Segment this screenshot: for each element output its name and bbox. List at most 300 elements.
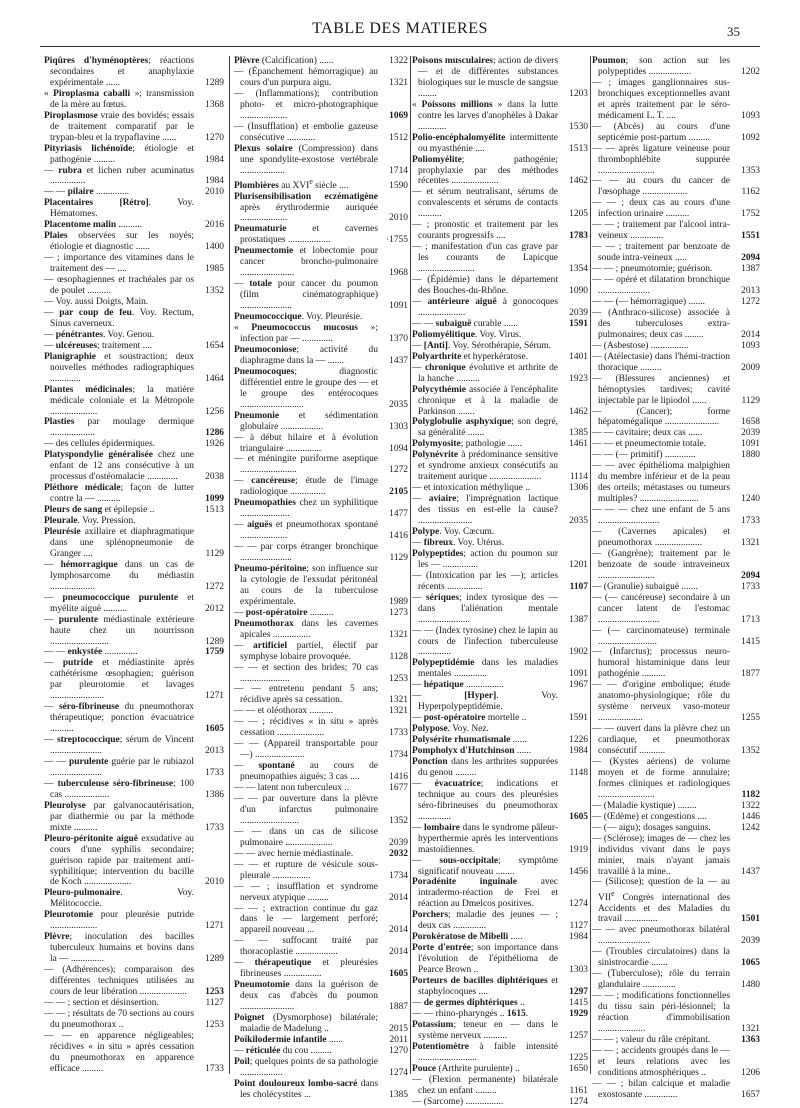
index-entry-page: 2012 [205, 603, 224, 614]
index-entry [412, 220, 588, 242]
index-entry [234, 323, 408, 345]
index-entry-text: Plantes médicinales; la matière médicale coloniale et la Métropole .................... [44, 384, 194, 417]
index-entry-text: Polio-encéphalomyélite intermittente ou myasthénie .... [412, 132, 558, 154]
index-entry [44, 341, 224, 352]
index-entry-page: 1968 [389, 268, 408, 279]
index-entry [412, 1042, 588, 1064]
index-entry-page: 1437 [741, 866, 760, 877]
index-entry-page: 1929 [569, 1008, 588, 1019]
index-entry-page: 1387 [741, 264, 760, 275]
index-entry-page: 1225 [569, 1052, 588, 1063]
index-entry [234, 717, 408, 739]
index-entry [234, 936, 408, 958]
index-entry [234, 860, 408, 882]
index-entry-page: 1321 [389, 706, 408, 717]
index-entry [412, 910, 588, 932]
index-entry-text: Plasties par moulage dermique ................... [44, 417, 194, 439]
column-divider [410, 56, 411, 1074]
index-entry-page: 1242 [741, 822, 760, 833]
index-entry [234, 980, 408, 1013]
index-entry-page: 1148 [569, 767, 588, 778]
index-entry [412, 494, 588, 527]
index-entry-text: — totale pour cancer du poumon (film cinématographique) ...................... [234, 279, 379, 312]
index-entry-page: 1733 [389, 728, 408, 739]
index-entry [592, 527, 760, 549]
index-entry-text: — — avec hernie médiastinale. [234, 848, 354, 859]
index-entry [412, 187, 588, 220]
index-entry-text: Pleuro-pulmonaire. Voy. Mélitococcie. [44, 888, 194, 910]
index-entry [412, 735, 588, 746]
index-entry [234, 192, 408, 225]
index-entry-text: — — ; traitement par benzoate de soude intra-veineux ..... [592, 242, 730, 264]
index-entry-page: 1591 [569, 713, 588, 724]
index-entry [234, 433, 408, 455]
index-entry-page: 1272 [389, 465, 408, 476]
index-entry [234, 345, 408, 367]
index-entry [412, 319, 588, 330]
index-entry [592, 198, 760, 220]
index-entry-page: 1401 [569, 351, 588, 362]
index-entry [234, 608, 408, 619]
index-entry [44, 1031, 224, 1075]
index-entry [44, 253, 224, 275]
index-entry-text: Poliomyélite; pathogénie; prophylaxie par des méthodes récentes .................... [412, 154, 558, 187]
index-entry-text: — — avec épithélioma malpighien du membre inférieur et de la peau des orteils; métastases ou tumeurs multiples? ......................... [592, 461, 730, 505]
index-entry [44, 166, 224, 188]
index-entry [592, 1046, 760, 1079]
index-entry [412, 626, 588, 659]
index-entry [234, 783, 408, 794]
index-entry-page: 1416 [389, 772, 408, 783]
index-entry-text: Pneumonie et sédimentation globulaire .................. [234, 410, 378, 432]
page-header [0, 0, 800, 42]
index-entry-page: 1114 [569, 472, 588, 483]
index-entry [412, 385, 588, 418]
index-entry-text: Polysérite rhumatismale ...... [412, 735, 527, 746]
index-entry-text: — — ; accidents groupés dans le — et leurs relations avec les conditions atmosphériques .. [592, 1045, 730, 1078]
index-entry [412, 1075, 588, 1097]
index-entry-text: Poil; quelques points de sa pathologie .................. [234, 1056, 378, 1078]
index-entry [412, 133, 588, 155]
index-entry-page: 1321 [741, 537, 760, 548]
index-entry-text: — rubra et lichen ruber acuminatus ............... [44, 165, 194, 187]
index-entry [412, 757, 588, 779]
index-entry-text: — — suffocant traité par thoracoplastie .................. [234, 936, 378, 958]
index-entry-text: — (Œdème) et congestions .... [592, 811, 707, 822]
index-entry-page: 1657 [741, 1089, 760, 1100]
index-entry-text: Porteurs de bacilles diphtériques et staphylocoques .... [412, 976, 558, 998]
index-entry [412, 297, 588, 319]
index-entry-page: 2105 [389, 487, 408, 498]
index-entry-text: — (Atélectasie) dans l'hémi-traction thoracique ......... [592, 351, 730, 373]
index-entry-text: — (Asbestose) ................ [592, 340, 689, 351]
index-entry-text: Placentome malin .......... [44, 220, 143, 231]
index-entry-text: Planigraphie et soustraction; deux nouvelles méthodes radiographiques ............. [44, 351, 194, 384]
index-entry-text: — — et oléothorax .......... [234, 706, 334, 717]
index-entry-page: 1205 [569, 209, 588, 220]
index-entry-page: 2013 [741, 286, 760, 297]
index-entry-page: 1513 [569, 143, 588, 154]
index-entry-text: Pneumothorax dans les cavernes apicales ................ [234, 618, 378, 640]
index-entry-page: 1091 [569, 669, 588, 680]
index-entry-page: 1129 [389, 553, 408, 564]
index-entry-text: — sous-occipitale; symptôme significatif nouveau ........ [412, 855, 558, 877]
index-entry [234, 1057, 408, 1079]
index-entry-text: — (Inflammations); contribution photo- et micro-photographique .................... [234, 88, 378, 121]
index-entry [234, 476, 408, 498]
index-entry-page: 1462 [569, 406, 588, 417]
index-entry-page: 1162 [741, 187, 760, 198]
index-entry-text: — et intoxication méthylique .. [412, 483, 530, 494]
index-entry-text: — ulcéreuses; traitement .... [44, 340, 153, 351]
index-entry [44, 483, 224, 505]
index-entry [592, 593, 760, 626]
index-entry-text: — thérapeutique et pleurésies fibrineuses ................ [234, 958, 378, 980]
index-entry-text: Plombières au XVIe siècle .... [234, 176, 349, 191]
index-entry-text: — — purulente guérie par le rubiazol ...................... [44, 757, 194, 778]
index-entry-page: 1353 [741, 165, 760, 176]
index-entry-text: — — (Index tyrosine) chez le lapin au cours de l'infection tuberculeuse .............. [412, 625, 558, 658]
index-entry [412, 483, 588, 494]
index-entry [412, 823, 588, 856]
index-entry [592, 1079, 760, 1101]
index-entry [44, 231, 224, 253]
index-entry-text: — lombaire dans le syndrome pâleur-hyperthermie après les interventions mastoïdiennes. [412, 822, 558, 855]
index-entry [44, 593, 224, 615]
index-entry [412, 571, 588, 593]
index-entry [412, 100, 588, 133]
index-entry-text: — — — chez une enfant de 5 ans .......................... [592, 505, 730, 527]
index-entry [44, 308, 224, 330]
index-entry-page: 1272 [205, 581, 224, 592]
index-entry-text: — — ; valeur du râle crépitant. [592, 1034, 711, 1045]
index-entry-text: Polyarthrite et hyperkératose. [412, 351, 529, 362]
index-entry [592, 352, 760, 374]
index-entry [592, 407, 760, 429]
index-entry [592, 969, 760, 991]
index-entry [44, 735, 224, 757]
index-entry-text: — — et rupture de vésicule sous-pleurale ................ [234, 859, 378, 881]
index-entry-page: 1733 [741, 581, 760, 592]
index-entry-page: 1714 [389, 165, 408, 176]
index-entry-page: 1551 [741, 231, 760, 242]
index-column-2 [234, 56, 408, 1100]
index-entry-text: — (Blessures anciennes) et hémoptysies tardives; cavité injectable par le lipiodol ...... [592, 373, 730, 406]
index-entry [234, 904, 408, 937]
index-entry-page: 1477 [389, 509, 408, 520]
index-entry-page: 1274 [569, 899, 588, 910]
index-entry [412, 56, 588, 100]
page-title: TABLE DES MATIERES [312, 20, 488, 37]
index-entry-page: 1274 [569, 1096, 588, 1107]
index-entry-page: 1069 [389, 110, 408, 121]
index-entry [592, 144, 760, 177]
index-entry [412, 998, 588, 1009]
index-entry-text: Pompholyx d'Hutchinson ...... [412, 746, 532, 757]
index-entry [234, 1035, 408, 1046]
index-entry-page: 1530 [569, 121, 588, 132]
index-entry-text: — [Anti]. Voy. Sérothérapie, Sérum. [412, 340, 552, 351]
index-entry [44, 330, 224, 341]
index-entry-page: 2015 [389, 1024, 408, 1035]
index-column-4 [592, 56, 760, 1100]
index-entry-text: — — ; récidives « in situ » après cessation .................... [234, 717, 378, 739]
index-entry [44, 647, 224, 658]
index-entry-text: — — cavitaire; deux cas ...... [592, 428, 703, 439]
index-entry [44, 658, 224, 702]
index-entry-page: 2010 [389, 213, 408, 224]
index-entry-page: 1273 [389, 607, 408, 618]
index-entry-text: — (Infarctus); processus neuro-humoral histaminique dans leur pathogénie .......... [592, 647, 730, 680]
index-entry-text: Plurisensibilisation eczématigène après érythrodermie auriquée .................... [234, 191, 378, 224]
index-entry-page: 2014 [389, 892, 408, 903]
index-entry [44, 450, 224, 483]
index-entry-text: — œsophagiennes et trachéales par os de poulet .......... [44, 275, 194, 297]
index-column-1 [44, 56, 224, 1074]
index-entry-text: — — ; traitement par l'alcool intra-veineux .............. [592, 220, 730, 242]
index-entry-text: — — (Appareil transportable pour —) ..................... [234, 739, 378, 761]
index-entry-text: — aviaire; l'imprégnation lactique des tissus en est-elle la cause? ....................... [412, 494, 559, 527]
index-entry-text: Plaies observées sur les noyés; étiologie et diagnostic ...... [44, 231, 194, 253]
index-entry-page: 1253 [389, 673, 408, 684]
index-entry-page: 2010 [205, 877, 224, 888]
index-entry-page: 1984 [205, 154, 224, 165]
index-entry [592, 991, 760, 1035]
index-entry-text: Potassium; teneur en — dans le système nerveux .......... [412, 1019, 558, 1041]
index-entry-text: Pléthore médicale; façon de lutter contre la — .......... [44, 483, 194, 505]
index-entry-text: — (Flexion permanente) bilatérale chez un enfant ......... [412, 1074, 558, 1096]
index-entry-text: — streptococcique; sérum de Vincent ...................... [44, 735, 195, 757]
index-entry-text: « Poissons millions » dans la lutte contre les larves d'anophèles à Dakar ............ [412, 99, 558, 132]
index-entry-text: — artificiel partiel, électif par symphyse lobaire provoquée. [234, 640, 379, 662]
index-entry-text: — (Anthraco-silicose) associée à des tuberculoses extra-pulmonaires; deux cas ........ [592, 307, 730, 340]
index-entry-text: — (Sclérose); images de — chez les individus vivant dans le pays minier, mais n'ayant jamais travaillé à la mine.. [592, 833, 730, 877]
index-entry-text: Porokératose de Mibelli ..... [412, 932, 523, 943]
index-entry-text: — cancéreuse; étude de l'image radiologique ............... [234, 476, 378, 498]
index-entry-page: 1289 [205, 77, 224, 88]
index-entry [234, 224, 408, 246]
index-entry [234, 849, 408, 860]
index-entry-text: — — entretenu pendant 5 ans; récidive après sa cessation. [234, 684, 378, 706]
index-entry-text: Polype. Voy. Cæcum. [412, 526, 495, 537]
index-entry-text: Pleurésie axillaire et diaphragmatique dans une splénopneumonie de Granger .... [44, 526, 194, 559]
index-entry-text: Plexus solaire (Compression) dans une spondylite-exostose vertébrale ................... [234, 143, 378, 176]
index-entry-text: — (Intoxication par les —); articles récents ............... [412, 570, 558, 592]
index-entry-page: 2035 [569, 516, 588, 527]
index-entry [412, 549, 588, 571]
index-entry-text: « Piroplasma caballi »; transmission de la mère au fœtus. [44, 88, 194, 110]
index-entry-page: 2014 [389, 925, 408, 936]
index-entry-page: 1989 [389, 596, 408, 607]
index-entry [234, 367, 408, 411]
index-entry-page: 1713 [741, 614, 760, 625]
index-entry-text: Poisons musculaires; action de divers — et de différentes substances biologiques sur le muscle de sangsue ........ [412, 56, 559, 99]
index-entry-text: — (Cancer); forme hépatomégalique ....................... [592, 406, 730, 428]
index-entry-text: — séro-fibrineuse du pneumothorax thérapeutique; ponction évacuatrice .......... [44, 702, 195, 735]
index-entry-page: 1605 [205, 724, 224, 735]
index-entry-page: 1462 [569, 176, 588, 187]
index-entry-text: — (— aigu); dosages sanguins. [592, 822, 711, 833]
index-entry-text: — à début hilaire et à évolution triangulaire ............... [234, 432, 378, 454]
index-entry-text: — post-opératoire mortelle .. [412, 713, 527, 724]
index-entry-text: — pénétrantes. Voy. Genou. [44, 329, 155, 340]
index-entry [234, 122, 408, 144]
index-entry-page: 1322 [389, 56, 408, 66]
index-entry-text: — — ; insufflation et syndrome nerveux atypique ......... [234, 881, 378, 903]
index-entry-text: — hépatique ................ [412, 680, 504, 691]
index-entry-text: — (Silicose); question de la — au VIIe Congrès international des Accidents et des Maladies du travail .............. [592, 877, 730, 925]
index-entry-page: 1984 [205, 176, 224, 187]
index-entry [412, 363, 588, 385]
index-entry-page: 2010 [205, 187, 224, 198]
index-entry-text: — tuberculeuse séro-fibrineuse; 100 cas ................... [44, 778, 195, 800]
index-entry-page: 1240 [741, 494, 760, 505]
index-entry-page: 1253 [205, 1019, 224, 1030]
index-entry-page: 1363 [741, 1034, 760, 1045]
index-entry-text: — Voy. aussi Doigts, Main. [44, 296, 149, 307]
index-entry-page: 1456 [569, 866, 588, 877]
index-entry [234, 67, 408, 89]
index-entry [592, 341, 760, 352]
index-entry-text: Pleurale. Voy. Pression. [44, 516, 136, 527]
index-entry [44, 187, 224, 198]
index-entry-page: 1733 [741, 516, 760, 527]
index-entry [234, 1079, 408, 1101]
index-entry [44, 439, 224, 450]
index-entry [412, 932, 588, 943]
index-entry [412, 680, 588, 691]
index-entry [412, 1009, 588, 1020]
index-entry [592, 680, 760, 724]
index-entry-text: — fibreux. Voy. Utérus. [412, 537, 505, 548]
index-entry-page: 1286 [205, 428, 224, 439]
index-entry [592, 647, 760, 680]
index-entry-page: 1206 [741, 1067, 760, 1078]
index-entry-text: Pneumococcique. Voy. Pleurésie. [234, 312, 363, 323]
index-entry-text: — — subaiguë curable ...... [412, 318, 518, 329]
index-entry [234, 498, 408, 520]
index-entry-text: — pneumococcique purulente et myélite aiguë .......... [44, 592, 195, 614]
index-entry-page: 1354 [569, 264, 588, 275]
index-entry [592, 450, 760, 461]
index-entry-page: 2011 [389, 1034, 408, 1045]
index-entry [412, 593, 588, 626]
index-entry-text: — — par ouverture dans la plèvre d'un infarctus pulmonaire ......................... [234, 794, 378, 826]
index-entry-text: — hémorragique dans un cas de lymphosarcome du médiastin ................... [44, 559, 194, 592]
index-entry-page: 1303 [569, 965, 588, 976]
index-entry [44, 516, 224, 527]
index-entry [412, 943, 588, 976]
index-entry [44, 888, 224, 910]
index-entry [234, 684, 408, 706]
index-entry [592, 626, 760, 648]
index-entry-text: — — ; extraction continue du gaz dans le — largement perforé; appareil nouveau ... [234, 903, 378, 936]
index-entry-text: Pneumocoques; diagnostic différentiel entre le groupe des — et le groupe des entérocoques ........................... [234, 366, 378, 410]
index-entry [234, 958, 408, 980]
index-entry-page: 2013 [205, 746, 224, 757]
index-entry-text: Pneumo-péritoine; son influence sur la cytologie de l'exsudat péritonéal au cours de la tuberculose expérimentale. [234, 563, 378, 607]
index-entry-page: 1094 [389, 443, 408, 454]
index-entry [234, 454, 408, 476]
index-entry [44, 111, 224, 144]
index-entry-text: — (Insufflation) et embolie gazeuse consécutive ............ [234, 121, 378, 143]
index-entry [412, 856, 588, 878]
index-entry-text: Pleurolyse par galvanocautérisation, par diathermie ou par la méthode mixte .......... [44, 800, 194, 833]
index-entry-page: 1202 [741, 66, 760, 77]
index-entry-text: — (Épidémie) dans le département des Bouches-du-Rhône. [412, 275, 558, 297]
index-entry-text: — des cellules épidermiques. [44, 439, 156, 450]
index-entry [234, 619, 408, 641]
index-entry [592, 439, 760, 450]
index-entry [234, 882, 408, 904]
index-entry-page: 1161 [569, 1085, 588, 1096]
index-entry-text: — — et section des brides; 70 cas ..................... [234, 662, 378, 684]
index-entry [412, 352, 588, 363]
index-entry [412, 746, 588, 757]
index-entry-page: 2094 [741, 253, 760, 264]
index-entry-page: 1322 [741, 800, 760, 811]
index-entry-page: 1270 [205, 132, 224, 143]
index-entry-page: 1919 [569, 844, 588, 855]
index-entry-page: 1877 [741, 669, 760, 680]
index-entry [592, 801, 760, 812]
index-entry-page: 1201 [569, 559, 588, 570]
index-entry-text: Polypeptidémie dans les maladies mentales .............. [412, 658, 558, 680]
index-entry-text: Pneumaturie et cavernes prostatiques .................. [234, 224, 378, 246]
index-entry [234, 411, 408, 433]
index-entry-text: — — en apparence négligeables; récidives « in situ » après cessation du pneumothorax en apparence efficace ......... [44, 1030, 194, 1074]
index-entry [234, 176, 408, 191]
index-entry [592, 374, 760, 407]
index-entry-page: 1127 [205, 997, 224, 1008]
index-entry-page: 2035 [389, 399, 408, 410]
index-entry [234, 663, 408, 685]
index-entry [44, 89, 224, 111]
index-entry-page: 1370 [389, 333, 408, 344]
index-entry [234, 1013, 408, 1035]
index-entry [592, 812, 760, 823]
index-entry-text: Poumon; son action sur les polypeptides .................. [592, 56, 730, 77]
index-entry-text: — — pilaire .............. [44, 187, 130, 198]
index-entry-text: Potentiomètre à faible intensité ......................... [412, 1041, 558, 1063]
index-entry-text: — évacuatrice; indications et technique au cours des pleurésies séro-fibrineuses du pneumothorax .............. [412, 778, 558, 822]
index-entry-text: Pleurotomie pour pleurésie putride .................... [44, 910, 194, 932]
index-entry [44, 1009, 224, 1031]
index-entry [234, 739, 408, 761]
index-entry [44, 702, 224, 735]
index-entry-page: 1783 [569, 231, 588, 242]
index-entry [592, 724, 760, 757]
index-entry-page: 1129 [741, 395, 760, 406]
index-entry-page: 1091 [741, 439, 760, 450]
index-entry [44, 965, 224, 998]
index-entry [44, 910, 224, 932]
index-entry-page: 1759 [205, 647, 224, 658]
index-entry-text: — — rhino-pharyngés .. 1615. [412, 1008, 529, 1019]
index-entry [592, 582, 760, 593]
index-entry-page: 1128 [389, 651, 408, 662]
index-entry-text: Polynévrite à prédominance sensitive et syndrome anxieux consécutifs au traitement aurique ...................... [412, 450, 558, 483]
index-entry-page: 1985 [205, 264, 224, 275]
index-entry-text: Platyspondylie généralisée chez une enfant de 12 ans consécutive à un processus d'ostéomalacie ............. [44, 450, 194, 483]
index-entry-page: 1129 [205, 548, 224, 559]
page-number: 35 [727, 24, 740, 39]
index-entry [412, 341, 588, 352]
index-entry-page: 1415 [741, 636, 760, 647]
index-entry [44, 779, 224, 801]
index-entry-page: 1480 [741, 980, 760, 991]
index-entry-page: 1887 [389, 1002, 408, 1013]
